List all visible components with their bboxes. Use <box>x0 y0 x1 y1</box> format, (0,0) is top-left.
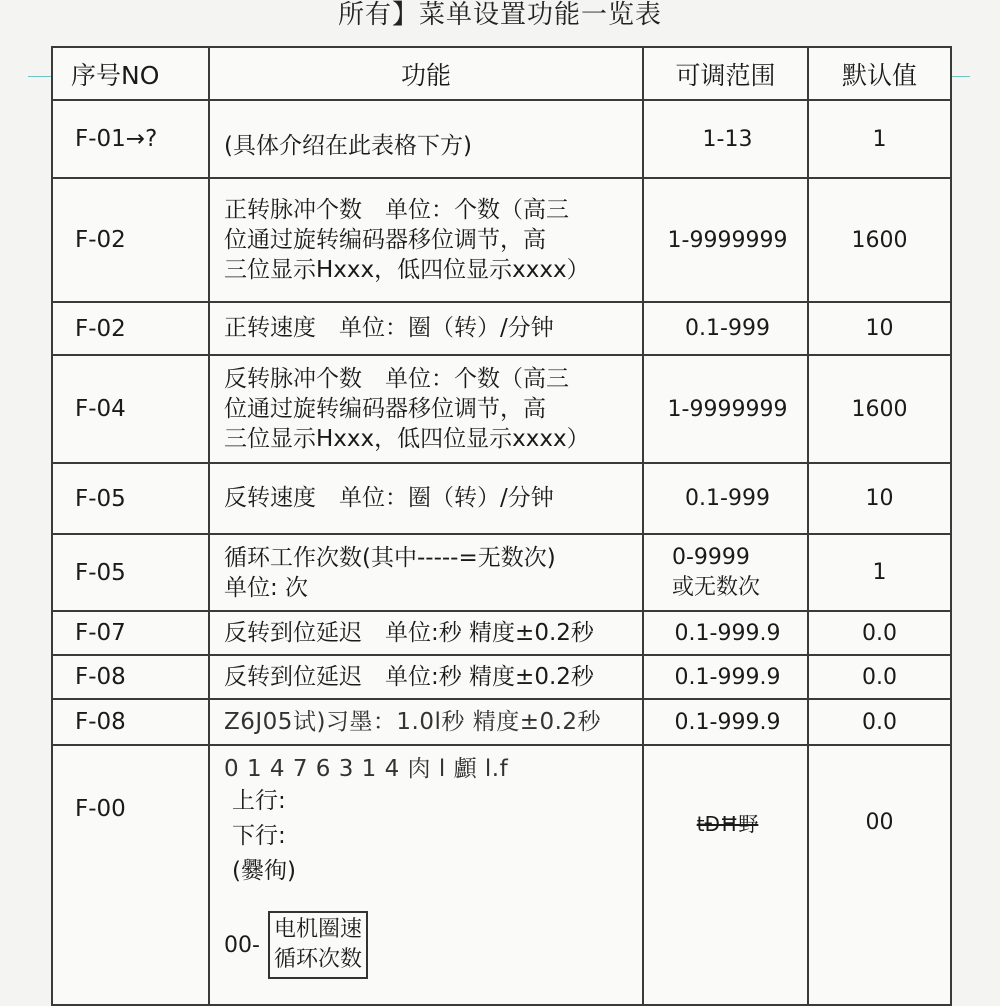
mode-prefix: 00- <box>224 932 260 958</box>
function-line: 0 1 4 7 6 3 1 4 肉 l 顱 l.f <box>224 756 509 782</box>
row-default: 0.0 <box>808 655 951 699</box>
row-function <box>209 100 643 178</box>
row-no: F-08 <box>52 699 209 745</box>
row-default: 1600 <box>808 355 951 463</box>
row-default: 0.0 <box>808 611 951 655</box>
function-line: 三位显示Hxxx，低四位显示xxxx） <box>224 257 590 283</box>
header-no: 序号NO <box>52 47 209 100</box>
table-header-row <box>52 47 951 100</box>
row-no: F-02 <box>52 302 209 355</box>
function-line: 循环工作次数(其中-----=无数次) <box>224 544 556 571</box>
row-range <box>643 745 808 1005</box>
row-no: F-08 <box>52 655 209 699</box>
row-function: 反转速度 单位：圈（转）/分钟 <box>209 463 643 534</box>
table-row <box>52 302 951 355</box>
table-row <box>52 699 951 745</box>
row-default: 1 <box>808 534 951 611</box>
table-row <box>52 463 951 534</box>
function-line: 位通过旋转编码器移位调节，高 <box>224 227 546 253</box>
header-default: 默认值 <box>808 47 951 100</box>
header-range: 可调范围 <box>643 47 808 100</box>
function-line: 单位: 次 <box>224 574 309 601</box>
row-function <box>209 355 643 463</box>
row-range: 0.1-999 <box>643 463 808 534</box>
row-no: F-04 <box>52 355 209 463</box>
row-function: 正转速度 单位：圈（转）/分钟 <box>209 302 643 355</box>
row-no: F-00 <box>52 745 209 1005</box>
function-line: 位通过旋转编码器移位调节，高 <box>224 396 546 422</box>
row-range: 0.1-999.9 <box>643 611 808 655</box>
range-line: 0-9999 <box>672 544 750 570</box>
row-no: F-05 <box>52 534 209 611</box>
row-default: 00 <box>808 745 951 1005</box>
row-range: 0.1-999 <box>643 302 808 355</box>
row-default: 0.0 <box>808 699 951 745</box>
row-no: F-05 <box>52 463 209 534</box>
row-range: 0.1-999.9 <box>643 699 808 745</box>
row-range: 0.1-999.9 <box>643 655 808 699</box>
row-no: F-02 <box>52 178 209 302</box>
page-title: 所有】菜单设置功能一览表 <box>337 0 662 30</box>
function-line: (具体介绍在此表格下方) <box>224 132 472 159</box>
range-text: ŧĐĦ野 <box>696 812 759 836</box>
row-range: 1-9999999 <box>643 355 808 463</box>
range-line: 或无数次 <box>672 574 761 600</box>
table-row <box>52 355 951 463</box>
mode-selector-row <box>224 911 632 979</box>
row-function <box>209 534 643 611</box>
row-function <box>209 178 643 302</box>
function-line: (爨徇) <box>232 858 296 884</box>
header-function: 功能 <box>209 47 643 100</box>
row-function: 反转到位延迟 单位:秒 精度±0.2秒 <box>209 611 643 655</box>
table-row <box>52 100 951 178</box>
row-default: 1 <box>808 100 951 178</box>
table-row <box>52 745 951 1005</box>
table-row <box>52 534 951 611</box>
row-no: F-01→? <box>52 100 209 178</box>
function-line: 上行: <box>232 788 286 814</box>
mode-option-motor-speed: 电机圈速 <box>273 917 362 942</box>
function-line: 下行: <box>232 823 286 849</box>
row-no: F-07 <box>52 611 209 655</box>
row-function <box>209 745 643 1005</box>
row-function: Z6J05试)习墨：1.0l秒 精度±0.2秒 <box>209 699 643 745</box>
row-default: 1600 <box>808 178 951 302</box>
function-line: 三位显示Hxxx，低四位显示xxxx） <box>224 426 590 452</box>
function-line: 反转脉冲个数 单位：个数（高三 <box>224 366 569 392</box>
function-line: 正转脉冲个数 单位：个数（高三 <box>224 197 569 223</box>
row-default: 10 <box>808 463 951 534</box>
menu-settings-table <box>51 46 952 1006</box>
row-function: 反转到位延迟 单位:秒 精度±0.2秒 <box>209 655 643 699</box>
row-range: 1-9999999 <box>643 178 808 302</box>
table-row <box>52 611 951 655</box>
row-default: 10 <box>808 302 951 355</box>
mode-options-box <box>268 911 368 979</box>
row-range: 1-13 <box>643 100 808 178</box>
mode-option-cycle-count: 循环次数 <box>273 947 362 972</box>
edge-line-left <box>28 76 52 77</box>
table-row <box>52 655 951 699</box>
table-row <box>52 178 951 302</box>
row-range <box>643 534 808 611</box>
